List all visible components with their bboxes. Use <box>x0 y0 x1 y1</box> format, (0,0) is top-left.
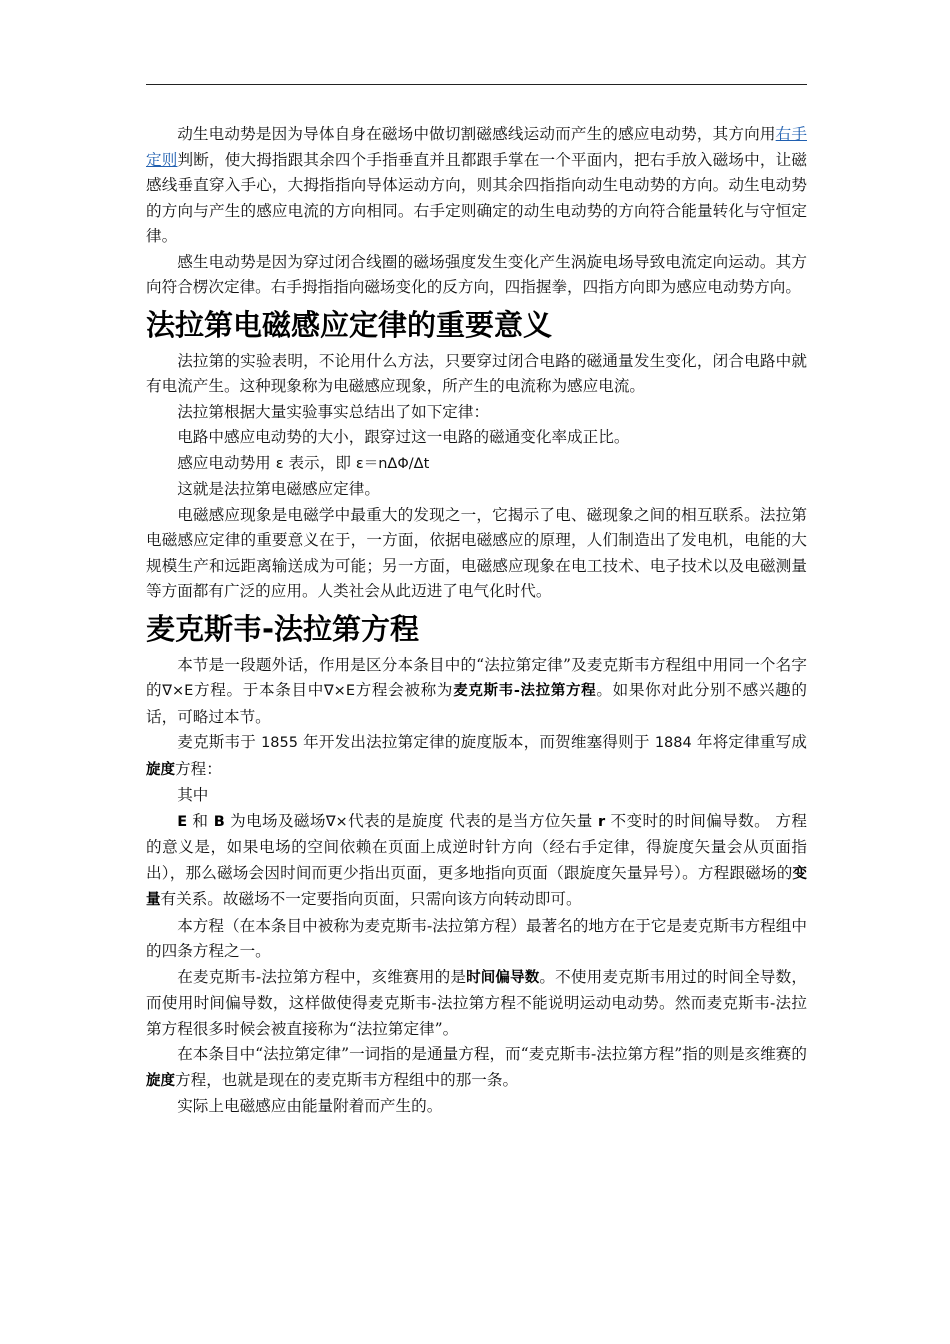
curl-e-symbol: ∇×E <box>323 683 355 699</box>
text: 表示，即 <box>288 453 351 472</box>
document-body <box>146 122 807 1120</box>
paragraph-significance: 电磁感应现象是电磁学中最重大的发现之一，它揭示了电、磁现象之间的相互联系。法拉第电磁感应定律的重要意义在于，一方面，依据电磁感应的原理，人们制造出了发电机，电能的大规模生产和远距离输送成为可能；另一方面，电磁感应现象在电工技术、电子技术以及电磁测量等方面都有广泛的应用。人类社会从此迈进了电气化时代。 <box>146 505 807 600</box>
text: 为电场及磁场 <box>230 811 326 830</box>
section-heading-significance: 法拉第电磁感应定律的重要意义 <box>146 307 553 342</box>
paragraph-terminology <box>146 1042 807 1094</box>
paragraph-law-statement: 电路中感应电动势的大小，跟穿过这一电路的磁通变化率成正比。 <box>177 428 630 446</box>
paragraph-where: 其中 <box>177 786 209 804</box>
text: 麦克斯韦于 <box>177 733 256 751</box>
text: 。不使用麦克斯韦用过的时间全导数，而使用时间偏导数，这样做使得麦克斯韦-法拉第方程不能说明运动电动势。然而麦克斯韦-法拉第方程很多时候会被直接称为“法拉第定律”。 <box>146 967 807 1038</box>
paragraph-explanation <box>146 809 807 914</box>
link-right-hand-rule[interactable]: 右手定则 <box>146 125 807 169</box>
paragraph-partial-derivative <box>146 965 807 1043</box>
text: 方程。于本条目中 <box>193 681 324 699</box>
bold-term: 旋度 <box>146 1072 175 1089</box>
year: 1884 <box>654 735 692 751</box>
text: 和 <box>192 811 209 830</box>
paragraph-conclusion: 实际上电磁感应由能量附着而产生的。 <box>177 1097 443 1115</box>
text: 有关系。故磁场不一定要指向页面，只需向该方向转动即可。 <box>160 890 582 908</box>
bold-term: 旋度 <box>146 761 175 778</box>
text: 判断，使大拇指跟其余四个手指垂直并且都跟手掌在一个平面内，把右手放入磁场中，让磁感线垂直穿入手心，大拇指指向导体运动方向，则其余四指指向动生电动势的方向。动生电动势的方向与产生的感应电流的方向相同。右手定则确定的动生电动势的方向符合能量转化与守恒定律。 <box>146 150 807 245</box>
section-heading-maxwell-faraday: 麦克斯韦-法拉第方程 <box>146 611 420 646</box>
text: 方程会被称为 <box>355 681 454 699</box>
paragraph-digression <box>146 653 807 731</box>
symbol-e: E <box>177 813 188 830</box>
bold-term: 变量 <box>146 865 807 908</box>
text: 方程，也就是现在的麦克斯韦方程组中的那一条。 <box>175 1070 519 1089</box>
curl-symbol: ∇× <box>325 813 348 830</box>
text: 年开发出法拉第定律的旋度版本，而贺维塞得则于 <box>303 733 650 751</box>
paragraph-motional-emf <box>146 122 807 250</box>
symbol-r: r <box>598 813 606 830</box>
faraday-formula: ε＝nΔΦ/Δt <box>355 455 430 472</box>
text: 年将定律重写成 <box>696 733 807 751</box>
bold-term: 时间偏导数 <box>466 969 540 986</box>
epsilon-symbol: ε <box>275 455 284 472</box>
paragraph-famous: 本方程（在本条目中被称为麦克斯韦-法拉第方程）最著名的地方在于它是麦克斯韦方程组中的四条方程之一。 <box>146 916 807 960</box>
header-rule <box>146 84 807 85</box>
paragraph-formula <box>146 451 807 478</box>
text: 本节是一段题外话，作用是区分本条目中的“法拉第定律”及麦克斯韦方程组中用同一个名字的 <box>146 655 807 699</box>
symbol-b: B <box>213 813 225 830</box>
text: 代表的是旋度 代表的是当方位矢量 <box>347 811 593 830</box>
paragraph-history <box>146 730 807 783</box>
paragraph-law-summary: 法拉第根据大量实验事实总结出了如下定律： <box>177 402 490 421</box>
text: 。如果你对此分别不感兴趣的话，可略过本节。 <box>146 681 807 726</box>
bold-term: 麦克斯韦-法拉第方程 <box>453 683 597 699</box>
year: 1855 <box>261 735 298 751</box>
text: 方程： <box>175 759 222 778</box>
text: 不变时的时间偏导数。 方程的意义是，如果电场的空间依赖在页面上成逆时针方向（经右手定律，得旋度矢量会从页面指出），那么磁场会因时间而更少指出页面，更多地指向页面（跟旋度矢量异号）。方程跟磁场的 <box>146 811 807 882</box>
paragraph-law-name: 这就是法拉第电磁感应定律。 <box>177 480 380 498</box>
text: 感应电动势用 <box>177 453 271 472</box>
text: 动生电动势是因为导体自身在磁场中做切割磁感线运动而产生的感应电动势，其方向用 <box>177 125 776 143</box>
curl-e-symbol: ∇×E <box>162 683 194 699</box>
text: 在本条目中“法拉第定律”一词指的是通量方程，而“麦克斯韦-法拉第方程”指的则是亥维赛的 <box>177 1045 807 1063</box>
paragraph-induced-emf: 感生电动势是因为穿过闭合线圈的磁场强度发生变化产生涡旋电场导致电流定向运动。其方向符合楞次定律。右手拇指指向磁场变化的反方向，四指握拳，四指方向即为感应电动势方向。 <box>146 252 807 296</box>
text: 在麦克斯韦-法拉第方程中，亥维赛用的是 <box>177 967 467 986</box>
paragraph-faraday-experiment: 法拉第的实验表明，不论用什么方法，只要穿过闭合电路的磁通量发生变化，闭合电路中就有电流产生。这种现象称为电磁感应现象，所产生的电流称为感应电流。 <box>146 351 807 395</box>
